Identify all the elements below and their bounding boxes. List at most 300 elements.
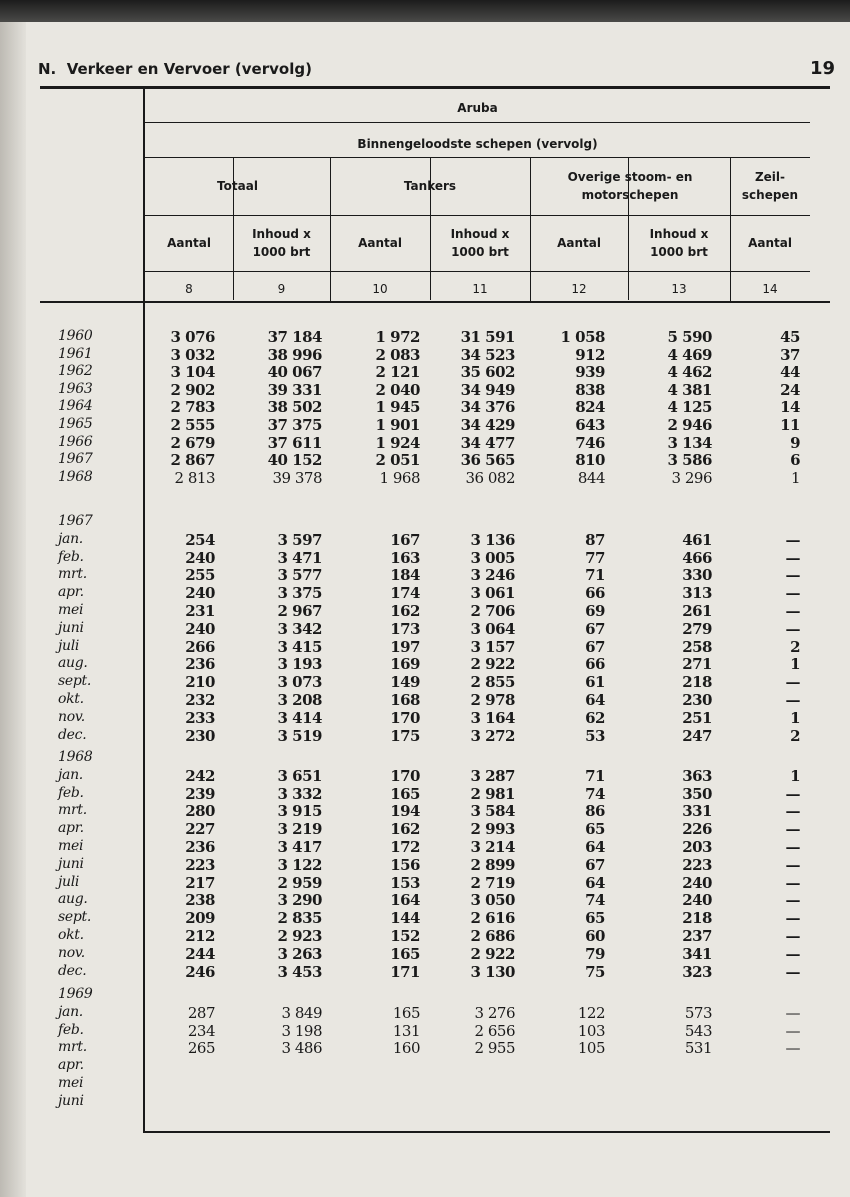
- cell-value: 75: [585, 962, 605, 981]
- cell-value: 175: [390, 726, 420, 745]
- cell-value: 45: [780, 328, 800, 346]
- group-header: Overige stoom- en motorschepen: [567, 170, 693, 202]
- cell-value: 287: [187, 1003, 215, 1022]
- cell-value: 44: [780, 363, 800, 382]
- cell-value: —: [785, 566, 800, 585]
- cell-value: 223: [682, 855, 712, 874]
- cell-value: 3 597: [277, 530, 322, 549]
- cell-value: 86: [585, 802, 605, 821]
- cell-value: 2 686: [470, 927, 515, 945]
- cell-value: 37 611: [267, 433, 322, 452]
- row-label: mei: [58, 838, 84, 854]
- cell-value: 3 651: [277, 766, 322, 785]
- cell-value: 323: [682, 962, 712, 981]
- cell-value: 265: [187, 1039, 215, 1058]
- cell-value: 169: [390, 655, 420, 674]
- cell-value: 1 901: [375, 416, 420, 434]
- cell-value: 236: [185, 655, 215, 674]
- cell-value: 3 417: [277, 838, 322, 856]
- cell-value: —: [785, 927, 800, 945]
- cell-value: 64: [585, 838, 605, 856]
- cell-value: 3 130: [470, 962, 515, 981]
- row-label: 1962: [58, 363, 93, 380]
- cell-value: 239: [185, 784, 215, 803]
- cell-value: 251: [682, 708, 712, 727]
- cell-value: 217: [185, 873, 215, 892]
- cell-value: 39 378: [272, 468, 322, 487]
- cell-value: 14: [780, 398, 800, 417]
- cell-value: 2 783: [170, 398, 215, 417]
- rule: [145, 215, 810, 216]
- cell-value: 2 959: [277, 873, 322, 892]
- cell-value: 167: [390, 530, 420, 549]
- cell-value: 171: [390, 962, 420, 981]
- cell-value: 37 184: [267, 328, 322, 346]
- cell-value: 3 414: [277, 708, 322, 727]
- row-label: 1968: [58, 468, 93, 485]
- cell-value: 3 157: [470, 637, 515, 656]
- cell-value: 3 471: [277, 548, 322, 567]
- cell-value: 236: [185, 838, 215, 856]
- column-subheader: Aantal: [557, 236, 601, 250]
- cell-value: 3 915: [277, 802, 322, 821]
- cell-value: 3 076: [170, 328, 215, 346]
- row-label: aug.: [58, 891, 88, 908]
- cell-value: 2 978: [470, 691, 515, 709]
- cell-value: 131: [392, 1021, 420, 1040]
- cell-value: 2: [790, 726, 800, 745]
- cell-value: —: [785, 584, 800, 603]
- cell-value: 3 332: [277, 784, 322, 803]
- cell-value: 3 164: [470, 708, 515, 727]
- cell-value: 2 946: [667, 416, 712, 434]
- cell-value: 67: [585, 637, 605, 656]
- cell-value: 79: [585, 944, 605, 963]
- row-label: juli: [58, 637, 80, 654]
- year-label: 1969: [58, 986, 93, 1002]
- row-label: jan.: [58, 530, 83, 547]
- cell-value: 231: [185, 602, 215, 620]
- cell-value: 174: [390, 584, 420, 603]
- cell-value: 40 152: [267, 451, 322, 470]
- cell-value: 363: [682, 766, 712, 785]
- cell-value: 37 375: [267, 416, 322, 434]
- row-label: nov.: [58, 708, 85, 725]
- cell-value: 62: [585, 708, 605, 727]
- table-subtitle: Binnengeloodste schepen (vervolg): [357, 137, 598, 151]
- cell-value: —: [785, 784, 800, 803]
- cell-value: 279: [682, 619, 712, 638]
- section-title: Verkeer en Vervoer (vervolg): [66, 60, 312, 78]
- cell-value: 3 061: [470, 584, 515, 603]
- scan-top-edge: [0, 0, 850, 22]
- cell-value: 2 955: [474, 1039, 515, 1058]
- cell-value: 2 855: [470, 673, 515, 692]
- row-label: sept.: [58, 909, 92, 926]
- group-header: Tankers: [403, 179, 457, 193]
- cell-value: 3 375: [277, 584, 322, 603]
- cell-value: 3 577: [277, 566, 322, 585]
- cell-value: —: [785, 838, 800, 856]
- cell-value: 3 453: [277, 962, 322, 981]
- column-number: 9: [277, 282, 286, 296]
- cell-value: 230: [185, 726, 215, 745]
- column-number: 8: [185, 282, 193, 296]
- cell-value: 153: [390, 873, 420, 892]
- cell-value: 3 486: [281, 1039, 322, 1058]
- cell-value: 543: [684, 1021, 712, 1040]
- cell-value: 1 968: [379, 468, 420, 487]
- row-label: jan.: [58, 766, 83, 783]
- cell-value: 212: [185, 927, 215, 945]
- cell-value: 3 296: [671, 468, 712, 487]
- cell-value: 1: [790, 708, 800, 727]
- cell-value: 3 586: [667, 451, 712, 470]
- top-rule: [40, 86, 830, 89]
- cell-value: 38 502: [267, 398, 322, 417]
- cell-value: 4 381: [667, 380, 712, 399]
- cell-value: 313: [682, 584, 712, 603]
- cell-value: 38 996: [267, 345, 322, 364]
- cell-value: —: [785, 820, 800, 839]
- cell-value: 242: [185, 766, 215, 785]
- cell-value: 280: [185, 802, 215, 821]
- cell-value: 746: [575, 433, 605, 452]
- cell-value: 1 972: [375, 328, 420, 346]
- cell-value: 170: [390, 708, 420, 727]
- cell-value: 172: [390, 838, 420, 856]
- cell-value: 24: [780, 380, 800, 399]
- cell-value: 164: [390, 891, 420, 910]
- cell-value: 223: [185, 855, 215, 874]
- cell-value: 103: [577, 1021, 605, 1040]
- cell-value: 2 967: [277, 602, 322, 620]
- cell-value: 232: [185, 691, 215, 709]
- column-number: 13: [671, 282, 687, 296]
- cell-value: 2 706: [470, 602, 515, 620]
- cell-value: 162: [390, 602, 420, 620]
- cell-value: 2 555: [170, 416, 215, 434]
- cell-value: 3 849: [281, 1003, 322, 1022]
- cell-value: 3 136: [470, 530, 515, 549]
- column-number: 14: [762, 282, 778, 296]
- cell-value: 67: [585, 619, 605, 638]
- cell-value: 6: [790, 451, 800, 470]
- section-letter: N.: [38, 60, 57, 78]
- cell-value: 67: [585, 855, 605, 874]
- cell-value: 39 331: [267, 380, 322, 399]
- cell-value: 3 276: [474, 1003, 515, 1022]
- cell-value: 3 073: [277, 673, 322, 692]
- cell-value: —: [785, 1039, 800, 1058]
- header-bottom-rule: [40, 301, 830, 303]
- column-subheader: Aantal: [748, 236, 792, 250]
- cell-value: 71: [585, 766, 605, 785]
- row-label: okt.: [58, 927, 84, 943]
- cell-value: 3 214: [470, 838, 515, 856]
- cell-value: 35 602: [460, 363, 515, 382]
- cell-value: 163: [390, 548, 420, 567]
- cell-value: 152: [390, 927, 420, 945]
- cell-value: 350: [682, 784, 712, 803]
- cell-value: 237: [682, 927, 712, 945]
- column-subheader: Inhoud x 1000 brt: [450, 227, 510, 259]
- row-label: mei: [58, 602, 84, 618]
- rule: [145, 157, 810, 158]
- row-label: feb.: [58, 1021, 84, 1038]
- cell-value: 271: [682, 655, 712, 674]
- cell-value: 2 993: [470, 820, 515, 839]
- column-number: 12: [571, 282, 587, 296]
- cell-value: 341: [682, 944, 712, 963]
- cell-value: 34 477: [460, 433, 515, 452]
- cell-value: 2 040: [375, 380, 420, 399]
- section-heading: [38, 60, 312, 78]
- cell-value: 1: [790, 766, 800, 785]
- column-subheader: Aantal: [358, 236, 402, 250]
- cell-value: 844: [577, 468, 605, 487]
- row-label: nov.: [58, 944, 85, 961]
- row-label: feb.: [58, 784, 84, 801]
- row-label: sept.: [58, 673, 92, 690]
- cell-value: 238: [185, 891, 215, 910]
- row-label: 1963: [58, 380, 93, 397]
- cell-value: 3 584: [470, 802, 515, 821]
- row-label: feb.: [58, 548, 84, 565]
- cell-value: 1: [790, 655, 800, 674]
- cell-value: 230: [682, 691, 712, 709]
- row-label: apr.: [58, 1057, 84, 1074]
- cell-value: 165: [390, 784, 420, 803]
- cell-value: 531: [684, 1039, 712, 1058]
- cell-value: 170: [390, 766, 420, 785]
- page-number: 19: [810, 58, 836, 79]
- column-subheader: Aantal: [167, 236, 211, 250]
- row-label: okt.: [58, 691, 84, 707]
- rule: [145, 122, 810, 123]
- cell-value: 3 122: [277, 855, 322, 874]
- cell-value: 240: [185, 619, 215, 638]
- cell-value: 2 899: [470, 855, 515, 874]
- cell-value: 1 945: [375, 398, 420, 417]
- cell-value: 53: [585, 726, 605, 745]
- cell-value: 4 125: [667, 398, 712, 417]
- row-label: aug.: [58, 655, 88, 672]
- row-label: 1961: [58, 345, 93, 362]
- cell-value: 168: [390, 691, 420, 709]
- column-number: 10: [372, 282, 388, 296]
- cell-value: 165: [392, 1003, 420, 1022]
- cell-value: 2 922: [470, 944, 515, 963]
- cell-value: 3 272: [470, 726, 515, 745]
- cell-value: 2 051: [375, 451, 420, 470]
- cell-value: 40 067: [267, 363, 322, 382]
- cell-value: 144: [390, 909, 420, 928]
- cell-value: 173: [390, 619, 420, 638]
- cell-value: 34 376: [460, 398, 515, 417]
- cell-value: 1 924: [375, 433, 420, 452]
- cell-value: 2 835: [277, 909, 322, 928]
- cell-value: 258: [682, 637, 712, 656]
- row-label: juli: [58, 873, 80, 890]
- cell-value: —: [785, 891, 800, 910]
- cell-value: 3 263: [277, 944, 322, 963]
- cell-value: 165: [390, 944, 420, 963]
- cell-value: 34 949: [460, 380, 515, 399]
- cell-value: —: [785, 548, 800, 567]
- cell-value: 69: [585, 602, 605, 620]
- cell-value: 9: [790, 433, 800, 452]
- cell-value: 218: [682, 909, 712, 928]
- cell-value: 227: [185, 820, 215, 839]
- column-number: 11: [472, 282, 488, 296]
- cell-value: 3 342: [277, 619, 322, 638]
- cell-value: 466: [682, 548, 712, 567]
- cell-value: 2 923: [277, 927, 322, 945]
- cell-value: 71: [585, 566, 605, 585]
- cell-value: 209: [185, 909, 215, 928]
- cell-value: —: [785, 673, 800, 692]
- cell-value: 912: [575, 345, 605, 364]
- cell-value: 160: [392, 1039, 420, 1058]
- region-header: Aruba: [457, 101, 498, 115]
- cell-value: 255: [185, 566, 215, 585]
- cell-value: 61: [585, 673, 605, 692]
- column-subheader: Inhoud x 1000 brt: [252, 227, 311, 259]
- cell-value: 3 064: [470, 619, 515, 638]
- row-label: 1964: [58, 398, 93, 415]
- cell-value: 1: [790, 468, 800, 487]
- cell-value: 3 287: [470, 766, 515, 785]
- group-header: Zeil- schepen: [741, 170, 799, 202]
- cell-value: 240: [682, 891, 712, 910]
- row-label: juni: [58, 1092, 84, 1109]
- row-label: mei: [58, 1075, 84, 1091]
- cell-value: 3 050: [470, 891, 515, 910]
- cell-value: 87: [585, 530, 605, 549]
- cell-value: 3 005: [470, 548, 515, 567]
- column-subheader: Inhoud x 1000 brt: [649, 227, 709, 259]
- cell-value: 156: [390, 855, 420, 874]
- cell-value: —: [785, 619, 800, 638]
- cell-value: 31 591: [460, 328, 515, 346]
- cell-value: 246: [185, 962, 215, 981]
- cell-value: 197: [390, 637, 420, 656]
- cell-value: 65: [585, 820, 605, 839]
- cell-value: 66: [585, 584, 605, 603]
- bottom-rule: [143, 1131, 830, 1133]
- cell-value: 461: [682, 530, 712, 549]
- cell-value: 5 590: [667, 328, 712, 346]
- cell-value: 3 415: [277, 637, 322, 656]
- cell-value: 194: [390, 802, 420, 821]
- cell-value: 65: [585, 909, 605, 928]
- cell-value: 3 519: [277, 726, 322, 745]
- cell-value: 2 922: [470, 655, 515, 674]
- cell-value: 2 083: [375, 345, 420, 364]
- cell-value: 3 134: [667, 433, 712, 452]
- cell-value: 2 813: [174, 468, 215, 487]
- row-label: mrt.: [58, 1039, 87, 1056]
- cell-value: 824: [575, 398, 605, 417]
- year-label: 1967: [58, 513, 93, 529]
- cell-value: 184: [390, 566, 420, 585]
- cell-value: 37: [780, 345, 800, 364]
- cell-value: 34 429: [460, 416, 515, 434]
- cell-value: 122: [577, 1003, 605, 1022]
- cell-value: 2 656: [474, 1021, 515, 1040]
- cell-value: 573: [684, 1003, 712, 1022]
- row-label: 1966: [58, 433, 93, 450]
- cell-value: 36 565: [460, 451, 515, 470]
- cell-value: 74: [585, 784, 605, 803]
- cell-value: —: [785, 873, 800, 892]
- cell-value: 254: [185, 530, 215, 549]
- cell-value: 2 616: [470, 909, 515, 928]
- cell-value: 234: [187, 1021, 215, 1040]
- row-label: apr.: [58, 820, 84, 837]
- row-label: juni: [58, 855, 84, 872]
- cell-value: —: [785, 691, 800, 709]
- cell-value: 2 981: [470, 784, 515, 803]
- cell-value: 3 198: [281, 1021, 322, 1040]
- row-label: apr.: [58, 584, 84, 601]
- cell-value: 2 867: [170, 451, 215, 470]
- row-label: 1965: [58, 416, 93, 432]
- cell-value: 3 104: [170, 363, 215, 382]
- cell-value: 247: [682, 726, 712, 745]
- cell-value: 3 208: [277, 691, 322, 709]
- cell-value: —: [785, 909, 800, 928]
- cell-value: 60: [585, 927, 605, 945]
- row-label: mrt.: [58, 802, 87, 819]
- cell-value: 149: [390, 673, 420, 692]
- cell-value: 3 290: [277, 891, 322, 910]
- cell-value: 233: [185, 708, 215, 727]
- cell-value: 2 121: [375, 363, 420, 382]
- cell-value: 74: [585, 891, 605, 910]
- cell-value: 2 679: [170, 433, 215, 452]
- cell-value: 240: [682, 873, 712, 892]
- row-label: 1960: [58, 328, 93, 344]
- cell-value: 34 523: [460, 345, 515, 364]
- cell-value: 3 246: [470, 566, 515, 585]
- cell-value: 64: [585, 691, 605, 709]
- cell-value: 331: [682, 802, 712, 821]
- row-label: dec.: [58, 726, 87, 743]
- cell-value: 36 082: [465, 468, 515, 487]
- cell-value: —: [785, 802, 800, 821]
- cell-value: —: [785, 1003, 800, 1022]
- row-label: jan.: [58, 1003, 83, 1020]
- cell-value: 330: [682, 566, 712, 585]
- cell-value: 3 219: [277, 820, 322, 839]
- cell-value: —: [785, 944, 800, 963]
- cell-value: 838: [575, 380, 605, 399]
- cell-value: 240: [185, 584, 215, 603]
- cell-value: 266: [185, 637, 215, 656]
- cell-value: 244: [185, 944, 215, 963]
- cell-value: 261: [682, 602, 712, 620]
- book-spine: [0, 22, 26, 1197]
- cell-value: 226: [682, 820, 712, 839]
- cell-value: —: [785, 530, 800, 549]
- cell-value: 203: [682, 838, 712, 856]
- cell-value: —: [785, 962, 800, 981]
- cell-value: —: [785, 1021, 800, 1040]
- cell-value: 210: [185, 673, 215, 692]
- cell-value: 4 469: [667, 345, 712, 364]
